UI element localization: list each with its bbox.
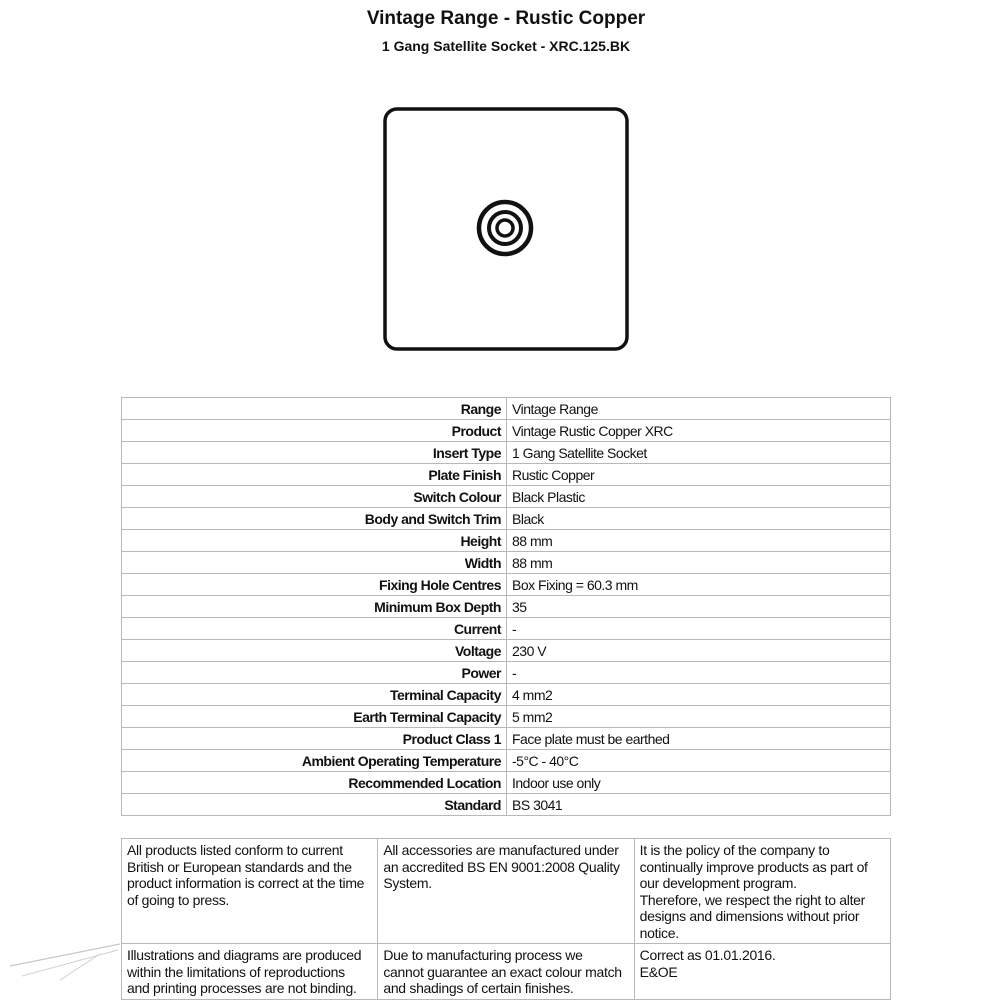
- spec-label: Fixing Hole Centres: [122, 574, 507, 596]
- spec-label: Voltage: [122, 640, 507, 662]
- spec-label: Minimum Box Depth: [122, 596, 507, 618]
- spec-label: Ambient Operating Temperature: [122, 750, 507, 772]
- spec-value: Vintage Range: [507, 398, 891, 420]
- spec-row: [122, 706, 891, 728]
- spec-row: [122, 508, 891, 530]
- spec-row: [122, 794, 891, 816]
- spec-value: 230 V: [507, 640, 891, 662]
- scan-artifact-marks: [0, 930, 130, 1000]
- note-cell: All accessories are manufactured under an accredited BS EN 9001:2008 Quality System.: [378, 839, 634, 944]
- spec-label: Product Class 1: [122, 728, 507, 750]
- spec-value: 88 mm: [507, 552, 891, 574]
- page-title: Vintage Range - Rustic Copper: [366, 8, 646, 29]
- spec-value: Indoor use only: [507, 772, 891, 794]
- spec-value: 1 Gang Satellite Socket: [507, 442, 891, 464]
- spec-label: Current: [122, 618, 507, 640]
- spec-row: [122, 420, 891, 442]
- spec-value: Black Plastic: [507, 486, 891, 508]
- spec-row: [122, 772, 891, 794]
- spec-value: 88 mm: [507, 530, 891, 552]
- spec-label: Earth Terminal Capacity: [122, 706, 507, 728]
- spec-row: [122, 640, 891, 662]
- spec-row: [122, 728, 891, 750]
- spec-value: 35: [507, 596, 891, 618]
- spec-row: [122, 398, 891, 420]
- spec-value: Box Fixing = 60.3 mm: [507, 574, 891, 596]
- note-cell: It is the policy of the company to continually improve products as part of our development program. Therefore, we respect the right to alter designs and dimensions without prior notice.: [634, 839, 890, 944]
- page-subtitle: 1 Gang Satellite Socket - XRC.125.BK: [381, 38, 631, 54]
- note-cell: Due to manufacturing process we cannot guarantee an exact colour match and shadings of certain finishes.: [378, 944, 634, 1000]
- spec-row: [122, 750, 891, 772]
- spec-label: Plate Finish: [122, 464, 507, 486]
- spec-value: Vintage Rustic Copper XRC: [507, 420, 891, 442]
- spec-label: Terminal Capacity: [122, 684, 507, 706]
- spec-value: Rustic Copper: [507, 464, 891, 486]
- spec-label: Insert Type: [122, 442, 507, 464]
- spec-label: Standard: [122, 794, 507, 816]
- spec-label: Body and Switch Trim: [122, 508, 507, 530]
- spec-label: Product: [122, 420, 507, 442]
- spec-value: Black: [507, 508, 891, 530]
- spec-label: Switch Colour: [122, 486, 507, 508]
- spec-label: Height: [122, 530, 507, 552]
- note-cell: Correct as 01.01.2016. E&OE: [634, 944, 890, 1000]
- specification-table: [121, 397, 891, 816]
- spec-row: [122, 486, 891, 508]
- spec-label: Power: [122, 662, 507, 684]
- socket-inner-ring: [497, 220, 513, 236]
- spec-value: -: [507, 618, 891, 640]
- spec-row: [122, 684, 891, 706]
- spec-value: -5°C - 40°C: [507, 750, 891, 772]
- note-cell: All products listed conform to current British or European standards and the product information is correct at the time of going to press.: [122, 839, 378, 944]
- spec-row: [122, 530, 891, 552]
- spec-row: [122, 552, 891, 574]
- spec-row: [122, 464, 891, 486]
- satellite-socket-drawing: [380, 104, 632, 356]
- face-plate-outline: [385, 109, 627, 349]
- spec-row: [122, 618, 891, 640]
- spec-value: 5 mm2: [507, 706, 891, 728]
- spec-row: [122, 662, 891, 684]
- spec-label: Width: [122, 552, 507, 574]
- spec-row: [122, 442, 891, 464]
- spec-value: -: [507, 662, 891, 684]
- spec-label: Recommended Location: [122, 772, 507, 794]
- spec-value: Face plate must be earthed: [507, 728, 891, 750]
- note-cell: Illustrations and diagrams are produced within the limitations of reproductions and printing processes are not binding.: [122, 944, 378, 1000]
- spec-label: Range: [122, 398, 507, 420]
- spec-row: [122, 596, 891, 618]
- socket-middle-ring: [489, 212, 521, 244]
- spec-value: 4 mm2: [507, 684, 891, 706]
- notes-table: [121, 838, 891, 1000]
- spec-value: BS 3041: [507, 794, 891, 816]
- socket-outer-ring: [479, 202, 531, 254]
- spec-row: [122, 574, 891, 596]
